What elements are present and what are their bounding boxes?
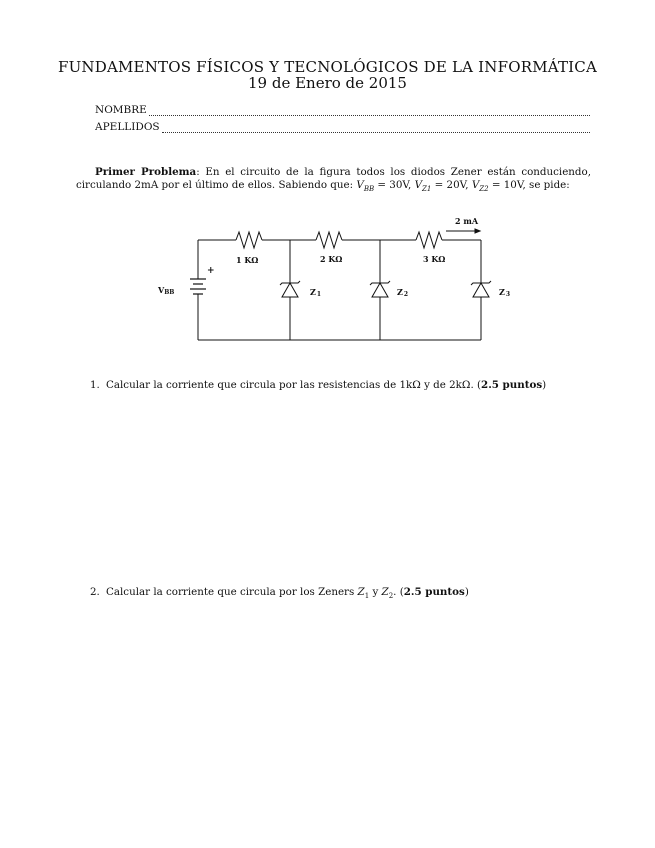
resistor-1k: [236, 232, 262, 248]
nombre-dotted-line: [149, 107, 590, 116]
question-2-z1: Z: [357, 586, 365, 598]
zener-z3-bar: [471, 281, 491, 285]
zener-z2-bar: [370, 281, 390, 285]
zener-z1-icon: [282, 283, 298, 297]
vbb-value: = 30V,: [374, 179, 415, 191]
problem-heading: Primer Problema: [95, 166, 197, 178]
apellidos-label: APELLIDOS: [95, 121, 160, 133]
vz1-subscript: Z1: [422, 185, 432, 194]
vz2-value: = 10V, se pide:: [488, 179, 570, 191]
nombre-field[interactable]: [95, 104, 590, 116]
zener-z2-icon: [372, 283, 388, 297]
current-label: 2 mA: [455, 216, 479, 226]
question-1-number: 1.: [90, 379, 100, 391]
question-2-number: 2.: [90, 586, 100, 598]
problem-text: : En el circuito de la figura todos los diodos Zener están conduciendo, circulando 2mA por el último de ellos. Sabiendo que:: [76, 166, 591, 191]
r3-label: 3 KΩ: [423, 254, 446, 264]
vbb-subscript: BB: [363, 185, 375, 194]
question-1-points: 2.5 puntos: [481, 379, 543, 391]
question-2-text-mid: y: [369, 586, 382, 598]
resistor-2k: [316, 232, 342, 248]
problem-statement: [76, 166, 591, 196]
question-2-points: 2.5 puntos: [403, 586, 465, 598]
z2-label: Z2: [397, 287, 409, 298]
exam-date: 19 de Enero de 2015: [248, 74, 407, 92]
vz1-value: = 20V,: [431, 179, 472, 191]
zener-z3-icon: [473, 283, 489, 297]
apellidos-dotted-line: [162, 124, 590, 133]
r1-label: 1 KΩ: [236, 255, 259, 265]
question-2-close: ): [464, 586, 469, 598]
resistor-3k: [416, 232, 442, 248]
question-2-text-a: Calcular la corriente que circula por los Zeners: [106, 586, 358, 598]
plus-sign: +: [207, 266, 215, 276]
apellidos-field[interactable]: [95, 121, 590, 133]
z1-label: Z1: [310, 287, 322, 298]
vz1-symbol: V: [414, 179, 423, 191]
source-label: VBB: [158, 285, 175, 296]
question-2-text-b: . (: [393, 586, 404, 598]
z3-label: Z3: [499, 287, 511, 298]
question-2: [90, 586, 590, 603]
exam-title: FUNDAMENTOS FÍSICOS Y TECNOLÓGICOS DE LA INFORMÁTICA: [57, 58, 598, 76]
question-2-z2-sub: 2: [388, 592, 394, 601]
zener-z1-bar: [280, 281, 300, 285]
question-1-close: ): [542, 379, 547, 391]
nombre-label: NOMBRE: [95, 104, 147, 116]
question-2-z2: Z: [381, 586, 389, 598]
vz2-symbol: V: [471, 179, 480, 191]
vz2-subscript: Z2: [479, 185, 489, 194]
vbb-symbol: V: [356, 179, 364, 191]
question-2-z1-sub: 1: [364, 592, 370, 601]
question-1: [90, 379, 590, 392]
question-1-text: Calcular la corriente que circula por las resistencias de 1kΩ y de 2kΩ. (: [106, 379, 482, 391]
r2-label: 2 KΩ: [320, 254, 343, 264]
current-arrowhead: [475, 229, 480, 233]
